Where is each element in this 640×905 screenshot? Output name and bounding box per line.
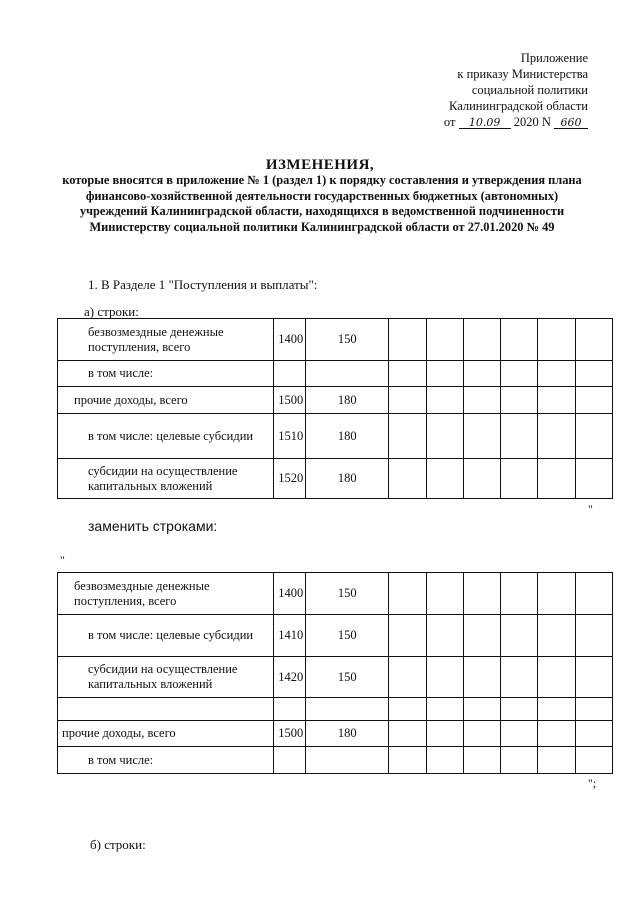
document-subtitle: которые вносятся в приложение № 1 (раздел 1) к порядку составления и утверждения плана финансово-хозяйственной деятельности государственных бюджетных (автономных) учреждений Калининградской области, находящихся в ведомственной подчиненности Министерству социальной политики Калининградской области от 27.01.2020 № 49 [62,173,582,234]
row-kbk: 150 [306,573,389,615]
row-kbk: 180 [306,414,389,459]
table-row [58,361,613,387]
sub-a-label: а) строки: [84,304,139,319]
appendix-line-4: Калининградской области [449,99,588,113]
row-code [274,747,306,774]
year-text: 2020 N [513,115,551,129]
row-kbk: 150 [306,615,389,657]
table-row [58,319,613,361]
table-row [58,747,613,774]
row-code: 1410 [274,615,306,657]
row-kbk [306,361,389,387]
row-code: 1500 [274,721,306,747]
appendix-line-3: социальной политики [471,83,588,97]
table-row [58,387,613,414]
row-kbk: 180 [306,721,389,747]
table-row [58,657,613,698]
appendix-block [444,50,588,130]
replace-with-label: заменить строками: [88,518,218,534]
row-code [274,698,306,721]
row-name: субсидии на осуществление капитальных вложений [58,459,274,499]
table-row [58,573,613,615]
row-name [58,698,274,721]
table-row [58,698,613,721]
table-row [58,414,613,459]
table-row [58,615,613,657]
appendix-date-line [444,114,588,130]
row-code: 1400 [274,319,306,361]
row-name: прочие доходы, всего [58,387,274,414]
appendix-line-1: Приложение [520,51,588,65]
table-old-rows [57,318,613,499]
table-row [58,721,613,747]
row-name: в том числе: целевые субсидии [58,414,274,459]
row-kbk: 180 [306,387,389,414]
row-kbk: 150 [306,319,389,361]
row-kbk [306,698,389,721]
opening-quote-2: " [60,553,65,567]
point-1: 1. В Разделе 1 "Поступления и выплаты": [88,277,318,292]
row-kbk [306,747,389,774]
row-code: 1510 [274,414,306,459]
appendix-line-2: к приказу Министерства [457,67,588,81]
row-name: в том числе: [58,361,274,387]
closing-quote-2: "; [588,776,597,790]
table-row [58,459,613,499]
sub-b-label: б) строки: [90,837,146,852]
handwritten-number: 660 [554,117,588,129]
document-title: ИЗМЕНЕНИЯ, [265,157,375,173]
row-name: прочие доходы, всего [58,721,274,747]
row-code: 1520 [274,459,306,499]
row-code: 1420 [274,657,306,698]
closing-quote-1: " [588,502,593,516]
row-name: в том числе: [58,747,274,774]
row-name: безвозмездные денежные поступления, всего [58,319,274,361]
row-code [274,361,306,387]
row-name: субсидии на осуществление капитальных вложений [58,657,274,698]
row-name: безвозмездные денежные поступления, всего [58,573,274,615]
handwritten-date: 10.09 [459,117,511,129]
row-kbk: 180 [306,459,389,499]
row-code: 1400 [274,573,306,615]
table-new-rows [57,572,613,774]
row-kbk: 150 [306,657,389,698]
date-prefix: от [443,115,456,129]
row-name: в том числе: целевые субсидии [58,615,274,657]
row-code: 1500 [274,387,306,414]
